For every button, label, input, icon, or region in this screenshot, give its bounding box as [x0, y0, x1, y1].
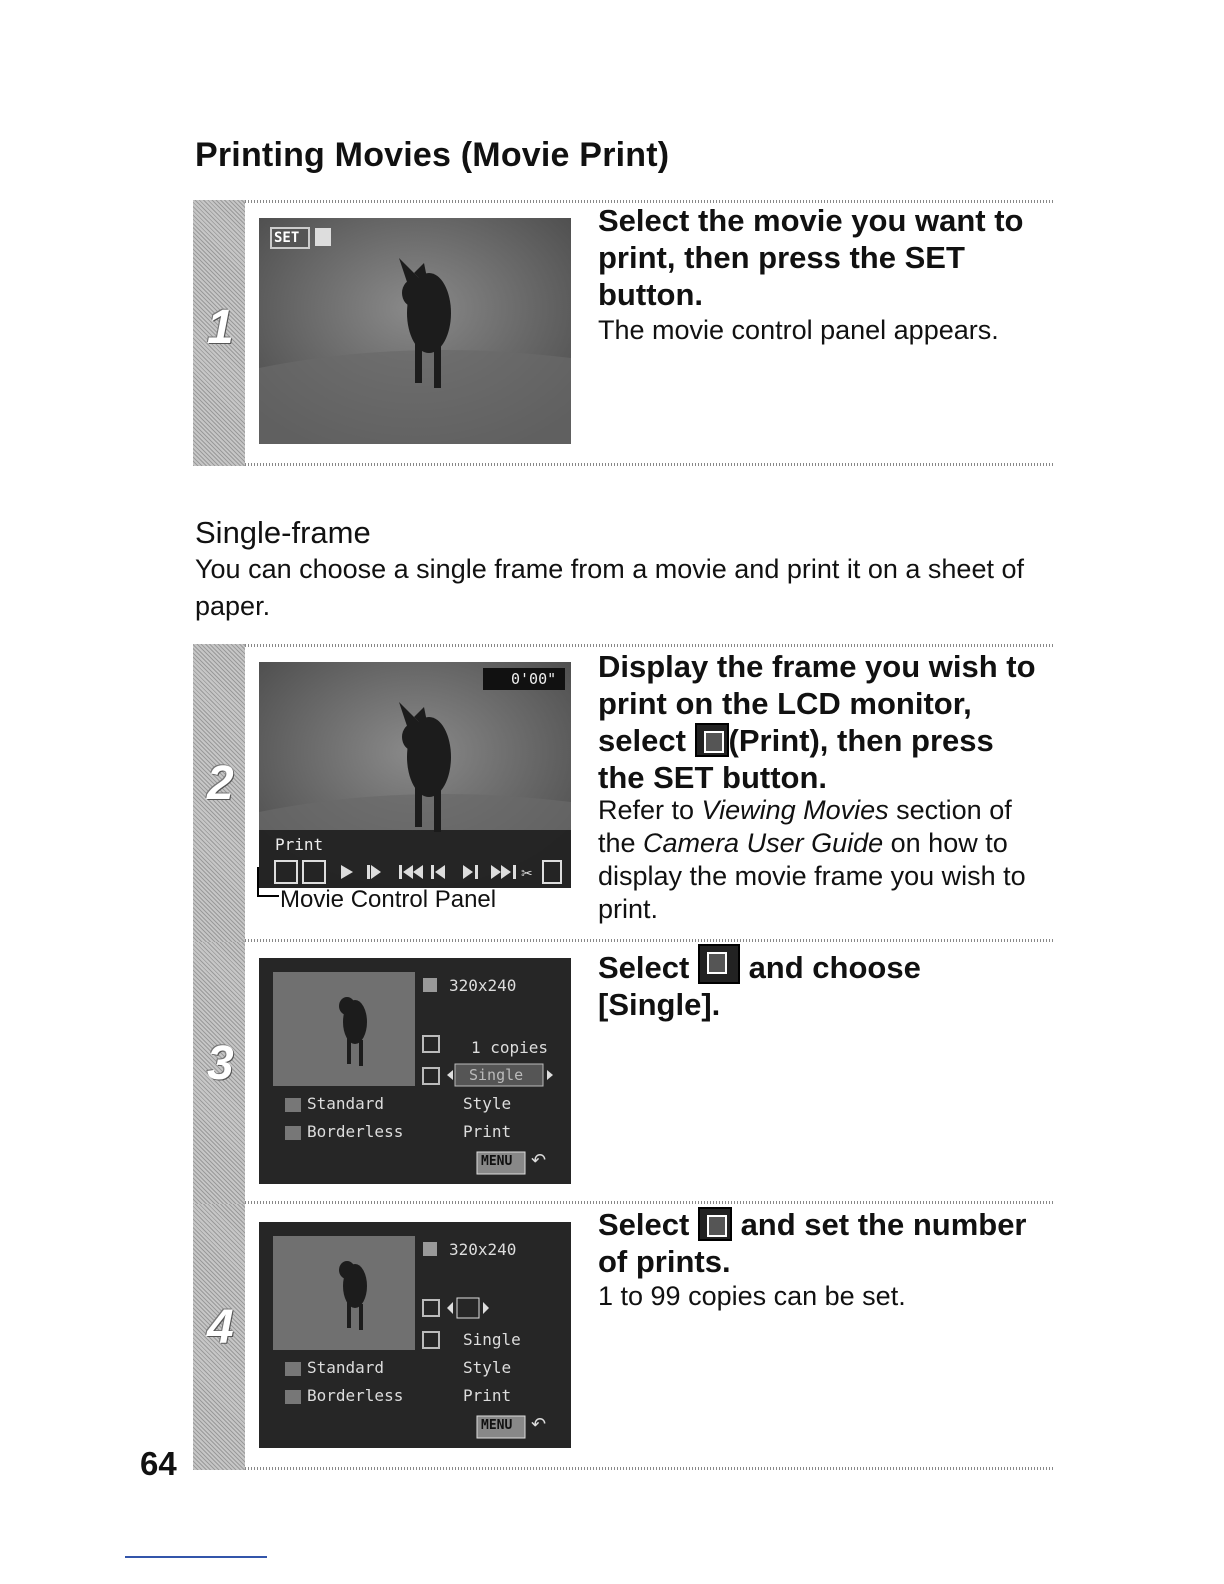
section-title: Single-frame — [195, 515, 371, 550]
body-italic: Viewing Movies — [701, 795, 889, 825]
style-label: Style — [463, 1094, 512, 1113]
step-number: 4 — [207, 1301, 234, 1354]
resolution-label: 320x240 — [449, 976, 517, 995]
divider — [245, 1467, 1055, 1470]
step-number: 3 — [207, 1037, 234, 1090]
step-1 — [193, 200, 1055, 466]
print-icon — [695, 723, 729, 757]
print-label: Print — [275, 835, 324, 854]
step-3-heading — [598, 944, 1048, 1023]
camera-screen — [259, 958, 571, 1184]
copies-icon — [698, 1207, 732, 1241]
body-text: Refer to — [598, 795, 702, 825]
heading-text: Select — [598, 1207, 698, 1242]
heading-text: Select — [598, 950, 698, 985]
camera-screen — [259, 1222, 571, 1448]
caption-bracket — [257, 867, 279, 897]
camera-screen — [259, 218, 571, 444]
timer: 0'00" — [511, 670, 557, 688]
heading-text: (Print), then press the SET button. — [598, 723, 994, 795]
style-label: Style — [463, 1358, 512, 1377]
body-text: on how to display the movie frame you wish to print. — [598, 828, 1026, 924]
step-number: 1 — [207, 301, 234, 354]
movie-control-panel-caption — [280, 886, 496, 914]
step-number: 2 — [207, 757, 234, 810]
body-italic: Camera User Guide — [643, 828, 884, 858]
set-icon: SET — [274, 230, 300, 246]
step-1-heading: Select the movie you want to print, then press the SET button. — [598, 203, 1024, 312]
footer-rule — [125, 1556, 267, 1558]
divider — [245, 463, 1055, 466]
page-number: 64 — [140, 1445, 177, 1482]
layout-label: Borderless — [307, 1386, 404, 1405]
step-1-body: The movie control panel appears. — [598, 315, 999, 345]
paper-size-label: Standard — [307, 1094, 385, 1113]
svg-text:✂: ✂ — [521, 866, 533, 882]
body-text: section of the — [598, 795, 1012, 858]
step-2-heading — [598, 648, 1048, 796]
step-4 — [193, 1204, 1055, 1470]
print-label: Print — [463, 1386, 512, 1405]
step-2-body — [598, 794, 1048, 926]
step-2 — [193, 644, 1055, 942]
paper-size-label: Standard — [307, 1358, 385, 1377]
copies-label: 1 copies — [471, 1038, 549, 1057]
heading-text: and set the number of prints. — [598, 1207, 1027, 1279]
caption-text: Movie Control Panel — [280, 886, 497, 913]
step-4-heading — [598, 1206, 1048, 1280]
return-icon: ↶ — [531, 1150, 547, 1170]
step-4-body: 1 to 99 copies can be set. — [598, 1281, 906, 1311]
camera-screen — [259, 662, 571, 888]
menu-button-icon: MENU — [481, 1418, 513, 1433]
print-label: Print — [463, 1122, 512, 1141]
divider — [245, 644, 1055, 647]
step-3 — [193, 942, 1055, 1204]
resolution-label: 320x240 — [449, 1240, 517, 1259]
layout-label: Borderless — [307, 1122, 404, 1141]
mode-selector[interactable]: Single — [469, 1066, 524, 1084]
section-text: You can choose a single frame from a movie and print it on a sheet of paper. — [195, 554, 1024, 621]
mode-label: Single — [463, 1330, 521, 1349]
print-type-icon — [698, 944, 740, 984]
menu-button-icon: MENU — [481, 1154, 513, 1169]
movie-icon — [315, 228, 331, 246]
page-title: Printing Movies (Movie Print) — [195, 136, 670, 174]
return-icon: ↶ — [531, 1414, 547, 1434]
heading-text: Display the frame you wish to print on the LCD monitor, select — [598, 649, 1036, 758]
heading-text: and choose [Single]. — [598, 950, 921, 1022]
